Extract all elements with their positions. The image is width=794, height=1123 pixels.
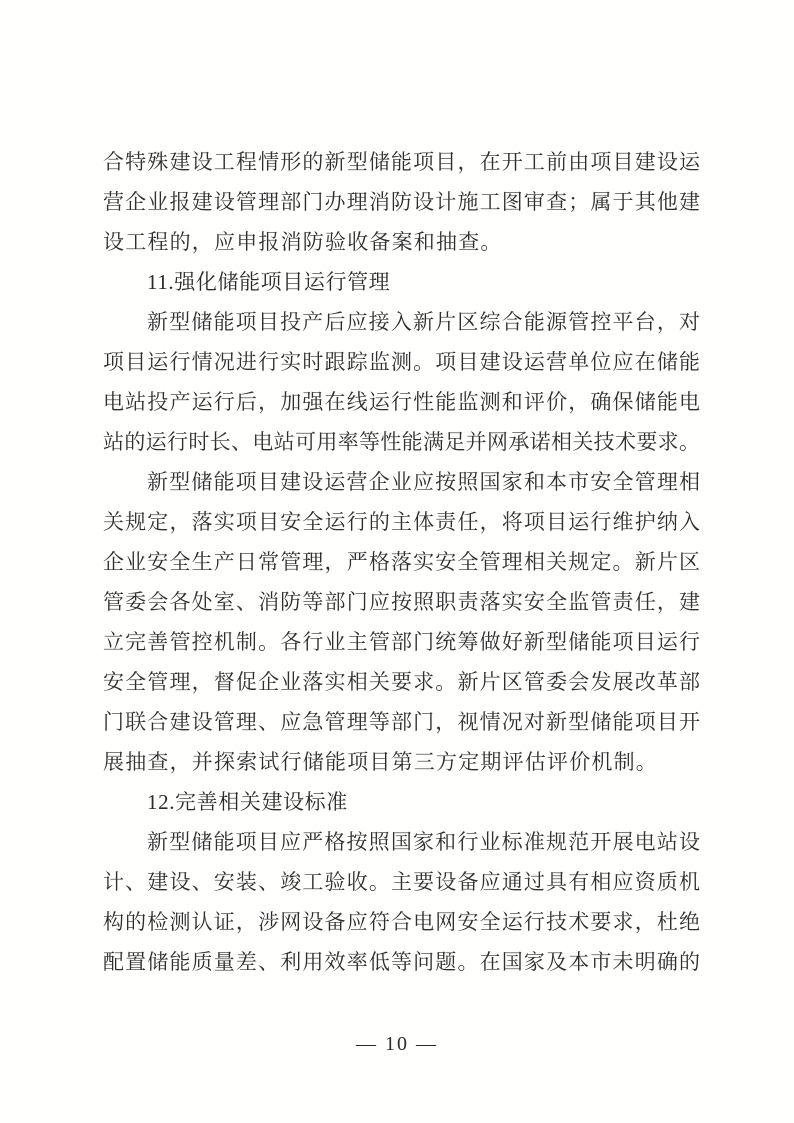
body-text-line: 新型储能项目建设运营企业应按照国家和本市安全管理相 [147, 470, 700, 494]
body-text-line: 新型储能项目投产后应接入新片区综合能源管控平台，对 [147, 310, 700, 334]
body-text-line: 电站投产运行后，加强在线运行性能监测和评价，确保储能电 [103, 390, 700, 414]
section-heading: 11.强化储能项目运行管理 [147, 270, 391, 294]
document-body [103, 142, 700, 982]
page-number: — 10 — [356, 1033, 438, 1055]
body-text-line: 新型储能项目应严格按照国家和行业标准规范开展电站设 [147, 830, 700, 854]
body-text-line: 合特殊建设工程情形的新型储能项目，在开工前由项目建设运 [103, 150, 700, 174]
body-text-line: 安全管理，督促企业落实相关要求。新片区管委会发展改革部 [103, 670, 700, 694]
body-text-line: 展抽查，并探索试行储能项目第三方定期评估评价机制。 [103, 750, 658, 774]
body-text-line: 站的运行时长、电站可用率等性能满足并网承诺相关技术要求。 [103, 430, 700, 454]
body-text-line: 设工程的，应申报消防验收备案和抽查。 [103, 230, 503, 254]
body-text-line: 配置储能质量差、利用效率低等问题。在国家及本市未明确的 [103, 950, 700, 974]
body-text-line: 项目运行情况进行实时跟踪监测。项目建设运营单位应在储能 [103, 350, 700, 374]
body-text-line: 管委会各处室、消防等部门应按照职责落实安全监管责任，建 [103, 590, 700, 614]
body-text-line: 关规定，落实项目安全运行的主体责任，将项目运行维护纳入 [103, 510, 700, 534]
body-text-line: 计、建设、安装、竣工验收。主要设备应通过具有相应资质机 [103, 870, 700, 894]
body-text-line: 立完善管控机制。各行业主管部门统筹做好新型储能项目运行 [103, 630, 700, 654]
body-text-line: 门联合建设管理、应急管理等部门，视情况对新型储能项目开 [103, 710, 700, 734]
section-heading: 12.完善相关建设标准 [147, 790, 348, 814]
body-text-line: 企业安全生产日常管理，严格落实安全管理相关规定。新片区 [103, 550, 700, 574]
body-text-line: 构的检测认证，涉网设备应符合电网安全运行技术要求，杜绝 [103, 910, 700, 934]
body-text-line: 营企业报建设管理部门办理消防设计施工图审查；属于其他建 [103, 190, 700, 214]
